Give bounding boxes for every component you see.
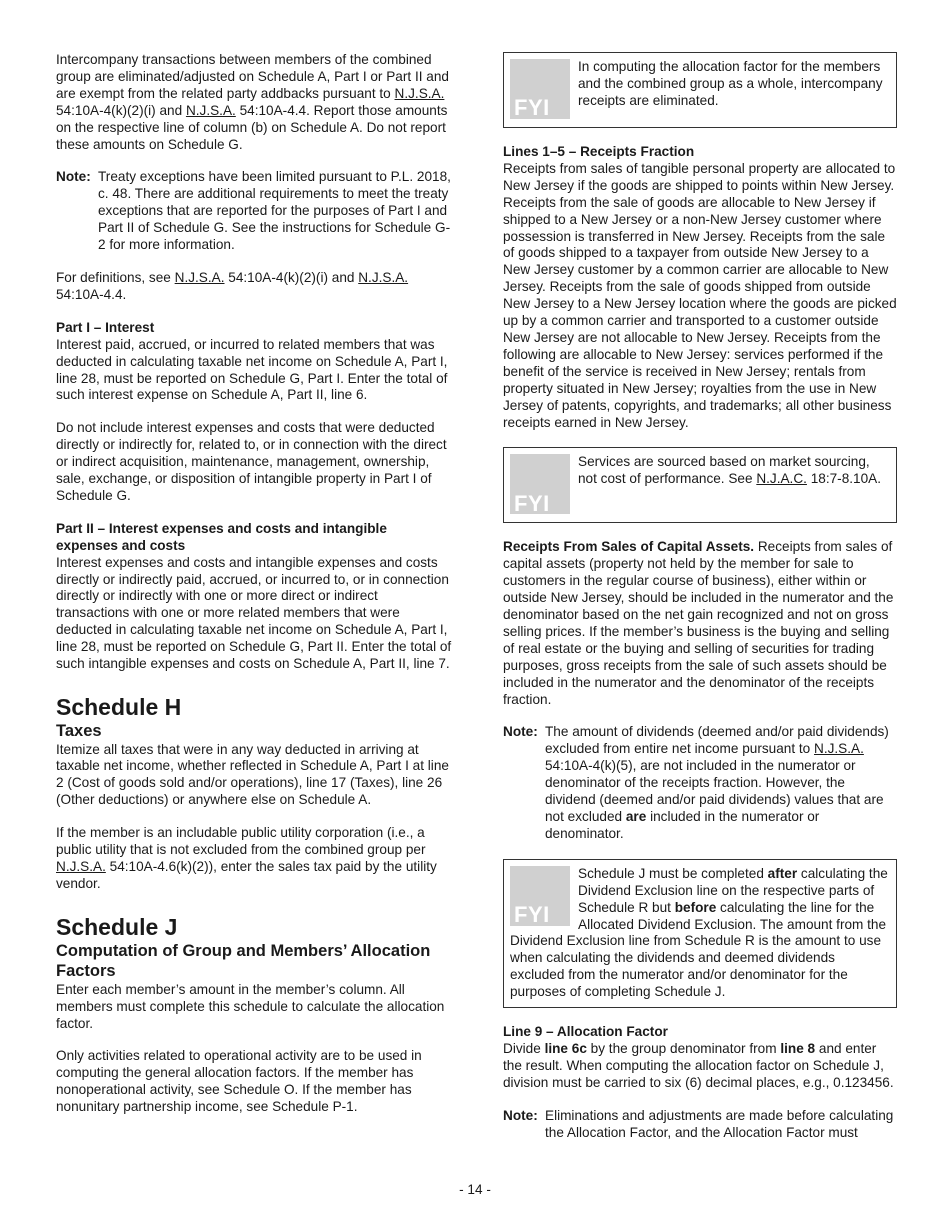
allocation-factor-paragraph: Divide line 6c by the group denominator from line 8 and enter the result. When computing the allocation factor on Schedule J, division must be carried to six (6) decimal places, e.g., 0.123456. <box>503 1040 894 1090</box>
part2-paragraph: Interest expenses and costs and intangible expenses and costs directly or indirectly paid, accrued, or incurred to, or in connection directly or indirectly with one or more direct or indirect transactions with one or more related members that were deducted in calculating taxable net income on Schedule A, Part I, line 28, must be reported on Schedule G, Part II. Enter the total of such intangible expenses and costs on Schedule A, Part II, line 7. <box>56 554 452 672</box>
note-text: Eliminations and adjustments are made before calculating the Allocation Factor, and the Allocation Factor must <box>545 1107 894 1140</box>
fyi-icon: FYI <box>510 866 570 926</box>
receipts-fraction-heading: Lines 1–5 – Receipts Fraction <box>503 144 695 159</box>
capital-assets-heading: Receipts From Sales of Capital Assets. <box>503 539 755 555</box>
dividends-note <box>503 724 897 842</box>
note-text: Treaty exceptions have been limited pursuant to P.L. 2018, c. 48. There are additional requirements to meet the treaty exceptions that are reported for the purposes of Part I and Part II of Schedule G. See the instructions for Schedule G-2 for more information. <box>98 169 451 253</box>
left-column <box>56 52 452 1132</box>
schedule-h-title: Schedule H <box>56 694 182 720</box>
fyi-text: Services are sourced based on market sourcing, not cost of performance. See N.J.A.C. 18:7-8.10A. <box>578 454 881 487</box>
note-label: Note: <box>503 1107 538 1123</box>
fyi-text: Schedule J must be completed after calculating the Dividend Exclusion line on the respective parts of Schedule R but before calculating the line for the Allocated Dividend Exclusion. The amount from the Dividend Exclusion line from Schedule R is the amount to use when calculating the dividends and deemed dividends excluded from the numerator and/or denominator for the purposes of completing Schedule J. <box>510 865 888 1000</box>
schedule-h-paragraph: Itemize all taxes that were in any way deducted in arriving at taxable net income, whether reflected in Schedule A, Part I at line 2 (Cost of goods sold and/or operations), line 17 (Taxes), line 26 (Other deductions) or anywhere else on Schedule A. <box>56 741 449 808</box>
schedule-h-subtitle: Taxes <box>56 722 102 740</box>
allocation-factor-heading: Line 9 – Allocation Factor <box>503 1024 668 1040</box>
njsa-link[interactable]: N.J.S.A. <box>814 741 864 757</box>
eliminations-note <box>503 1108 897 1142</box>
note-label: Note: <box>503 724 538 740</box>
part2-heading: Part II – Interest expenses and costs and intangible expenses and costs <box>56 520 387 553</box>
njsa-link[interactable]: N.J.S.A. <box>358 269 409 285</box>
fyi-box <box>503 859 897 1008</box>
part1-paragraph: Interest paid, accrued, or incurred to related members that was deducted in calculating taxable net income on Schedule A, Part I, line 28, must be reported on Schedule G, Part I. Enter the total of such interest expense on Schedule A, Part II, line 6. <box>56 336 448 403</box>
fyi-icon: FYI <box>510 59 570 119</box>
njac-link[interactable]: N.J.A.C. <box>756 471 807 487</box>
fyi-box <box>503 447 897 523</box>
note-text: The amount of dividends (deemed and/or paid dividends) excluded from entire net income pursuant to N.J.S.A. 54:10A-4(k)(5), are not included in the numerator or denominator of the receipts fraction. However, the dividend (deemed and/or paid dividends) values that are not excluded are included in the numerator or denominator. <box>545 724 889 841</box>
page-number: - 14 - <box>459 1182 491 1197</box>
schedule-j-subtitle: Computation of Group and Members’ Allocation Factors <box>56 941 431 981</box>
right-column <box>503 52 897 1158</box>
note-label: Note: <box>56 169 91 185</box>
njsa-link[interactable]: N.J.S.A. <box>394 85 445 101</box>
part1-heading: Part I – Interest <box>56 319 155 335</box>
schedule-j-title: Schedule J <box>56 913 178 940</box>
fyi-text: In computing the allocation factor for the members and the combined group as a whole, intercompany receipts are eliminated. <box>578 59 883 108</box>
receipts-fraction-paragraph: Receipts from sales of tangible personal property are allocated to New Jersey if the goods are shipped to points within New Jersey. Receipts from the sale of goods are allocable to New Jersey if shipped to a New Jersey or a non-New Jersey customer where possession is transferred in New Jersey. Receipts from the sale of goods shipped to a taxpayer from outside New Jersey to a New Jersey customer by a common carrier are allocable to New Jersey. Receipts from the sale of goods shipped from outside New Jersey to a New Jersey location where the goods are picked up by a common carrier and transported to a customer outside New Jersey are not allocable to New Jersey. Receipts from the following are allocable to New Jersey: services performed if the benefit of the service is received in New Jersey; rentals from property situated in New Jersey; royalties from the use in New Jersey of patents, copyrights, and trademarks; all other business receipts earned in New Jersey. <box>503 160 897 430</box>
njsa-link[interactable]: N.J.S.A. <box>174 269 225 285</box>
schedule-j-paragraph: Enter each member’s amount in the member’s column. All members must complete this schedule to calculate the allocation factor. <box>56 981 445 1031</box>
treaty-note <box>56 169 452 254</box>
definitions-paragraph: For definitions, see N.J.S.A. 54:10A-4(k)(2)(i) and N.J.S.A. 54:10A-4.4. <box>56 269 409 302</box>
operational-activity-paragraph: Only activities related to operational activity are to be used in computing the general allocation factors. If the member has nonoperational activity, see Schedule O. If the member has nonunitary partnership income, see Schedule P-1. <box>56 1048 422 1115</box>
intercompany-paragraph: Intercompany transactions between members of the combined group are eliminated/adjusted on Schedule A, Part I or Part II and are exempt from the related party addbacks pursuant to N.J.S.A. 54:10A-4(k)(2)(i) and N.J.S.A. 54:10A-4.4. Report those amounts on the respective line of column (b) on Schedule A. Do not report these amounts on Schedule G. <box>56 52 449 152</box>
fyi-icon: FYI <box>510 454 570 514</box>
fyi-box <box>503 52 897 128</box>
public-utility-paragraph: If the member is an includable public utility corporation (i.e., a public utility that is not excluded from the combined group per N.J.S.A. 54:10A-4.6(k)(2)), enter the sales tax paid by the utility vendor. <box>56 825 437 891</box>
njsa-link[interactable]: N.J.S.A. <box>56 858 106 874</box>
part1-exclusion-paragraph: Do not include interest expenses and costs that were deducted directly or indirectly for, related to, or in connection with the direct or indirect acquisition, maintenance, management, ownership, sale, exchange, or disposition of intangible property in Part I of Schedule G. <box>56 420 447 503</box>
capital-assets-paragraph: Receipts From Sales of Capital Assets. Receipts from sales of capital assets (property not held by the member for sale to customers in the regular course of business), either within or outside New Jersey, should be included in the numerator and the denominator based on the net gain recognized and not on gross selling prices. If the member’s business is the buying and selling of real estate or the buying and selling of securities for trading purposes, gross receipts from the sale of such assets should be included in the numerator and the denominator of the receipts fraction. <box>503 539 894 707</box>
njsa-link[interactable]: N.J.S.A. <box>185 102 236 118</box>
